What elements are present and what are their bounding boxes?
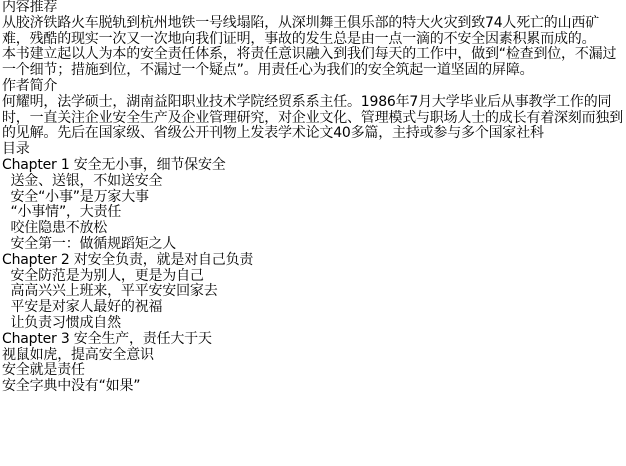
toc-item: “小事情”，大责任 [2,204,122,221]
toc-item: Chapter 1 安全无小事，细节保安全 [2,156,226,173]
toc-item: 送金、送银，不如送安全 [2,172,163,189]
toc-item: 咬住隐患不放松 [2,220,108,237]
toc-heading: 目录 [2,141,30,158]
recommend-paragraph-2: 本书建立起以人为本的安全责任体系，将责任意识融入到我们每天的工作中，做到“检查到位，不漏过一个细节；措施到位，不漏过一个疑点”。用责任心为我们的安全筑起一道坚固的屏障。 [2,46,617,79]
toc-item: 安全字典中没有“如果” [2,378,141,395]
toc-item: 高高兴兴上班来，平平安安回家去 [2,283,218,300]
toc-item: 安全防范是为别人，更是为自己 [2,267,204,284]
toc-item: 安全第一：做循规蹈矩之人 [2,235,177,252]
toc-item: 视鼠如虎，提高安全意识 [2,346,154,363]
toc-item: Chapter 2 对安全负责，就是对自己负责 [2,251,254,268]
recommend-heading: 内容推荐 [2,0,58,15]
author-heading: 作者简介 [2,77,58,94]
recommend-paragraph-1: 从胶济铁路火车脱轨到杭州地铁一号线塌陷，从深圳舞王俱乐部的特大火灾到致74人死亡的山西矿难，残酷的现实一次又一次地向我们证明，事故的发生总是由一点一滴的不安全因素积累而成的。 [2,14,600,47]
toc-item: 平安是对家人最好的祝福 [2,299,163,316]
toc-item: 安全“小事”是万家大事 [2,188,149,205]
toc-item: 安全就是责任 [2,362,85,379]
toc-item: 让负责习惯成自然 [2,314,121,331]
toc-list [2,158,624,395]
toc-item: Chapter 3 安全生产，责任大于天 [2,330,212,347]
author-paragraph: 何耀明，法学硕士，湖南益阳职业技术学院经贸系系主任。1986年7月大学毕业后从事教学工作的同时，一直关注企业安全生产及企业管理研究，对企业文化、管理模式与职场人士的成长有着深刻而独到的见解。先后在国家级、省级公开刊物上发表学术论文40多篇，主持或参与多个国家社科 [2,93,623,142]
